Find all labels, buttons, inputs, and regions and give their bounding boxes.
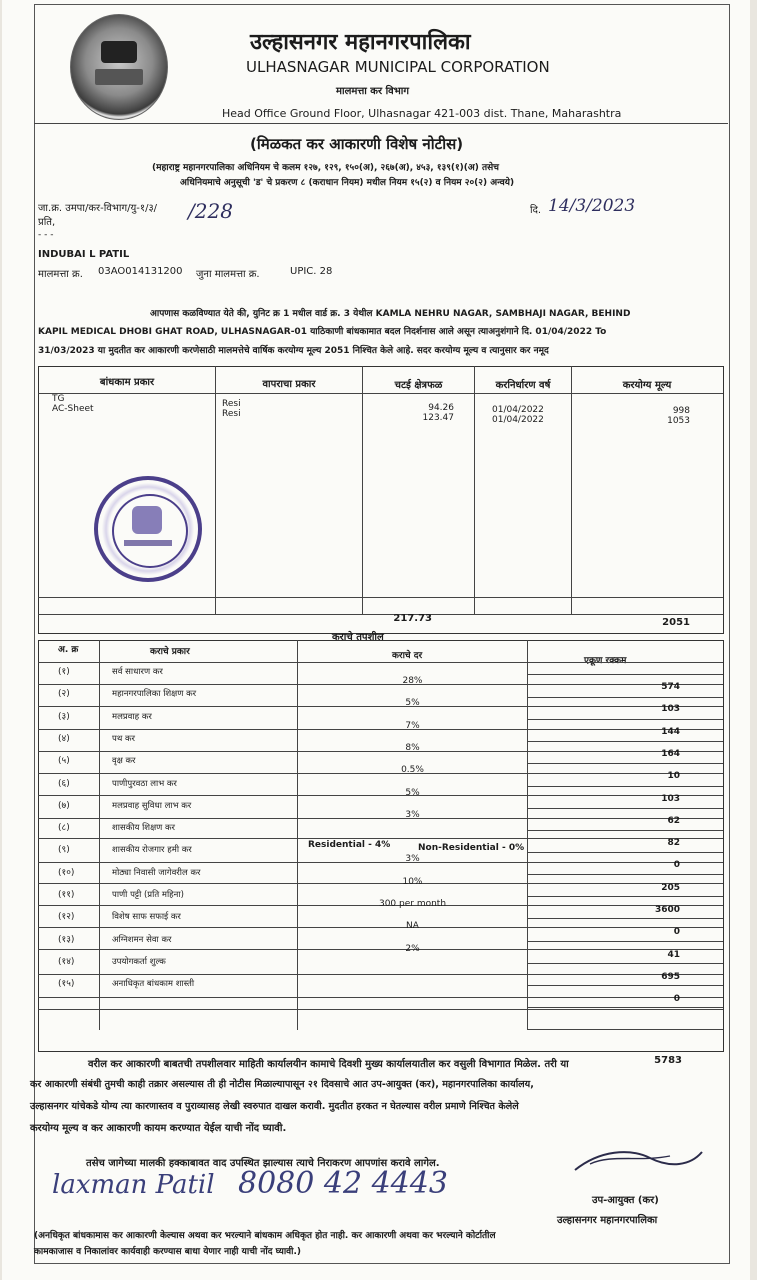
notice-subtitle-2: अधिनियमाचे अनुसूची 'ड' चे प्रकरण ८ (कराधान नियम) मधील नियम १५(२) व नियम २०(२) अन्वये) (180, 178, 515, 188)
tax-row-divider (38, 662, 723, 663)
tax-row-type: वृक्ष कर (112, 756, 136, 767)
outward-number-handwritten: /228 (188, 199, 233, 223)
tax-row-type: अग्निशमन सेवा कर (112, 934, 172, 945)
property-row-2-year: 01/04/2022 (492, 415, 544, 425)
amount-row-divider (527, 786, 723, 787)
department-name: मालमत्ता कर विभाग (336, 86, 409, 97)
notice-title: (मिळकत कर आकारणी विशेष नोटीस) (250, 135, 464, 153)
tax-row-serial: (६) (58, 778, 70, 789)
outward-number-prefix: जा.क्र. उमपा/कर-विभाग/यु-१/३/ (38, 203, 158, 214)
old-property-number-label: जुना मालमत्ता क्र. (196, 269, 260, 280)
tax-row-rate: 0.5% (401, 765, 424, 776)
tax-row-rate: 3% (405, 809, 420, 820)
tax-row-type: मोठ्या निवासी जागेवरील कर (112, 867, 201, 878)
amount-row-divider (527, 985, 723, 986)
tax-row-type: अनाधिकृत बांधकाम शास्ती (112, 979, 195, 990)
tax-row-rate: 5% (405, 787, 420, 798)
amount-row-divider (527, 719, 723, 720)
disclaimer-line-1: (अनधिकृत बांधकामास कर आकारणी केल्यास अथवा कर भरल्याने बांधकाम अधिकृत होत नाही. कर आकारणी अथवा कर भरल्याने कोर्टातील (34, 1231, 496, 1241)
amount-row-divider (527, 896, 723, 897)
tax-row-amount: 574 (661, 682, 680, 692)
tax-row-amount: 103 (661, 704, 680, 715)
disclaimer-line-2: कामकाजास व निकालांवर कार्यवाही करण्यास बाधा येणार नाही याची नोंद घ्यावी.) (34, 1247, 302, 1257)
amount-row-divider (527, 763, 723, 764)
tax-row-rate: NA (406, 921, 419, 932)
property-row-1-usage: Resi (222, 399, 241, 409)
tax-row-amount: 41 (667, 949, 680, 960)
to-label: प्रति, (38, 217, 56, 228)
tax-row-serial: (३) (58, 711, 70, 722)
tax-row-amount: 3600 (654, 905, 680, 915)
signatory-organization: उल्हासनगर महानगरपालिका (557, 1215, 658, 1226)
tax-row-type: सर्व साधारण कर (112, 667, 163, 677)
tax-row-serial: (१) (58, 667, 70, 677)
officer-signature (570, 1140, 710, 1180)
date-value-handwritten: 14/3/2023 (548, 196, 636, 216)
tax-row-amount: 103 (661, 793, 680, 804)
tax-row-rate: 300 per month (378, 899, 447, 909)
tax-row-serial: (८) (58, 823, 70, 834)
tax-header-type: कराचे प्रकार (150, 647, 190, 657)
amount-row-divider (527, 1029, 723, 1030)
amount-row-divider (527, 697, 723, 698)
amount-row-divider (527, 674, 723, 675)
amount-row-divider (527, 874, 723, 875)
tax-row-type: पाणी पट्टी (प्रति महिना) (112, 890, 184, 900)
tax-row-serial: (४) (58, 733, 70, 744)
notice-subtitle-1: (महाराष्ट्र महानगरपालिका अधिनियम चे कलम १२७, १२९, १५०(अ), २६७(अ), ४५३, १३९(१)(अ) तसेच (152, 163, 499, 173)
tax-row-amount: 82 (667, 838, 680, 849)
tax-grand-total: 5783 (654, 1055, 682, 1066)
property-row-2-usage: Resi (222, 409, 241, 419)
property-row-1-year: 01/04/2022 (492, 405, 544, 415)
amount-row-divider (527, 1007, 723, 1008)
tax-row-serial: (११) (58, 890, 75, 900)
property-total-value: 2051 (662, 617, 690, 628)
tax-row-serial: (१४) (58, 956, 75, 967)
tax-row-rate: 8% (405, 742, 420, 753)
tax-row-type: मलप्रवाह कर (112, 711, 152, 722)
tax-row-serial: (१०) (58, 867, 75, 878)
tax-row-amount: 164 (661, 748, 680, 759)
tax-row-divider (38, 1009, 723, 1010)
tax-row-type: पथ कर (112, 733, 135, 744)
footer-line-2: कर आकारणी संबंधी तुमची काही तक्रार असल्यास ती ही नोटीस मिळाल्यापासून २१ दिवसाचे आत उप-आयुक्त (कर), महानगरपालिका कार्यालय, (30, 1079, 534, 1090)
tax-row-type: उपयोगकर्ता शुल्क (112, 956, 166, 967)
footer-line-1: वरील कर आकारणी बाबतची तपशीलवार माहिती कार्यालयीन कामाचे दिवशी मुख्य कार्यालयातील कर वसुली विभागात मिळेल. तरी या (88, 1059, 569, 1070)
tax-row-serial: (५) (58, 756, 70, 767)
amount-row-divider (527, 963, 723, 964)
tax-row-serial: (२) (58, 689, 70, 700)
amount-row-divider (527, 918, 723, 919)
footer-line-4: करयोग्य मूल्य व कर आकारणी कायम करण्यात येईल याची नोंद घ्यावी. (30, 1123, 287, 1134)
amount-row-divider (527, 830, 723, 831)
tax-row-rate: 5% (405, 698, 420, 709)
property-header-year: करनिर्धारण वर्ष (495, 380, 551, 391)
property-number-label: मालमत्ता क्र. (38, 269, 83, 280)
tax-header-amount: एकूण रक्कम (584, 656, 627, 666)
tax-row-amount: 144 (661, 726, 680, 737)
property-row-2-construction: AC-Sheet (52, 404, 94, 414)
address-dashes: - - - (38, 230, 54, 240)
tax-row-type: शासकीय शिक्षण कर (112, 823, 176, 834)
tax-row-type: मलप्रवाह सुविधा लाभ कर (112, 800, 192, 811)
handwritten-name: laxman Patil (52, 1170, 215, 1200)
property-number: 03AO014131200 (98, 266, 183, 277)
tax-row-amount: 0 (673, 994, 680, 1005)
property-header-value: करयोग्य मूल्य (622, 380, 672, 391)
amount-row-divider (527, 941, 723, 942)
education-tax-residential: Residential - 4% (308, 840, 391, 850)
tax-row-serial: (७) (58, 800, 70, 811)
tax-row-amount: 0 (673, 927, 680, 938)
tax-row-type: पाणीपुरवठा लाभ कर (112, 778, 177, 789)
signatory-title: उप-आयुक्त (कर) (592, 1195, 659, 1206)
upic-number: UPIC. 28 (290, 266, 333, 277)
tax-row-type: शासकीय रोजगार हमी कर (112, 845, 192, 856)
amount-row-divider (527, 808, 723, 809)
corporation-logo (70, 14, 168, 120)
property-row-1-value: 998 (672, 406, 690, 416)
date-label: दि. (530, 205, 542, 216)
tax-row-type: विशेष साफ सफाई कर (112, 912, 181, 923)
tax-row-rate: 2% (405, 943, 420, 954)
property-row-2-value: 1053 (667, 416, 690, 426)
tax-row-rate: 28% (402, 676, 423, 686)
office-address: Head Office Ground Floor, Ulhasnagar 421-003 dist. Thane, Maharashtra (222, 107, 622, 120)
tax-row-amount: 205 (661, 882, 680, 893)
property-total-area: 217.73 (393, 613, 432, 624)
body-paragraph-line-3: 31/03/2023 या मुदतीत कर आकारणी करणेसाठी मालमत्तेचे वार्षिक करयोग्य मूल्य 2051 निश्चित केले आहे. सदर करयोग्य मूल्य व त्यानुसार कर नमूद (38, 346, 549, 356)
amount-row-divider (527, 852, 723, 853)
owner-name: INDUBAI L PATIL (38, 249, 130, 260)
corporation-name-marathi: उल्हासनगर महानगरपालिका (250, 30, 471, 55)
property-row-1-area: 94.26 (428, 403, 454, 413)
tax-row-rate: 10% (402, 876, 423, 887)
footer-line-5: तसेच जागेच्या मालकी हक्काबावत वाद उपस्थित झाल्यास त्याचे निराकरण आपणांस करावे लागेल. (86, 1158, 440, 1169)
footer-line-3: उल्हासनगर यांचेकडे योग्य त्या कारणास्तव व पुराव्यासह लेखी स्वरुपात दाखल करावी. मुदतीत हरकत न घेतल्यास वरील प्रमाणे निश्चित केलेले (30, 1101, 519, 1112)
education-tax-non-residential: Non-Residential - 0% (418, 843, 525, 853)
amount-row-divider (527, 741, 723, 742)
tax-table-caption: कराचे तपशील (332, 632, 384, 643)
tax-row-amount: 695 (661, 971, 680, 982)
body-paragraph-line-2: KAPIL MEDICAL DHOBI GHAT ROAD, ULHASNAGAR-01 याठिकाणी बांधकामात बदल निदर्शनास आले असून त्याअनुशंगाने दि. 01/04/2022 To (38, 327, 607, 337)
tax-row-type: महानगरपालिका शिक्षण कर (112, 689, 197, 700)
property-header-area: चटई क्षेत्रफळ (394, 380, 443, 391)
body-paragraph-line-1: आपणास कळविण्यात येते की, युनिट क्र 1 मधील वार्ड क्र. 3 येथील KAMLA NEHRU NAGAR, SAMBHAJI NAGAR, BEHIND (150, 309, 631, 319)
tax-header-rate: कराचे दर (392, 651, 423, 661)
tax-row-serial: (१२) (58, 912, 75, 923)
property-header-usage: वापराचा प्रकार (262, 379, 316, 390)
tax-row-serial: (१३) (58, 934, 75, 945)
corporation-name-english: ULHASNAGAR MUNICIPAL CORPORATION (246, 58, 550, 76)
tax-row-rate: 3% (405, 854, 420, 865)
tax-row-rate: 7% (405, 720, 420, 731)
property-row-1-construction: TG (52, 394, 65, 404)
tax-row-amount: 62 (667, 815, 680, 826)
official-seal-stamp (94, 476, 202, 582)
property-header-construction: बांधकाम प्रकार (99, 377, 155, 388)
tax-row-amount: 0 (673, 860, 680, 871)
tax-row-amount: 10 (667, 771, 680, 782)
tax-row-serial: (१५) (58, 979, 75, 990)
handwritten-phone: 8080 42 4443 (238, 1166, 448, 1201)
tax-header-serial: अ. क्र (58, 645, 79, 655)
property-row-2-area: 123.47 (422, 413, 454, 423)
tax-row-serial: (९) (58, 845, 70, 856)
